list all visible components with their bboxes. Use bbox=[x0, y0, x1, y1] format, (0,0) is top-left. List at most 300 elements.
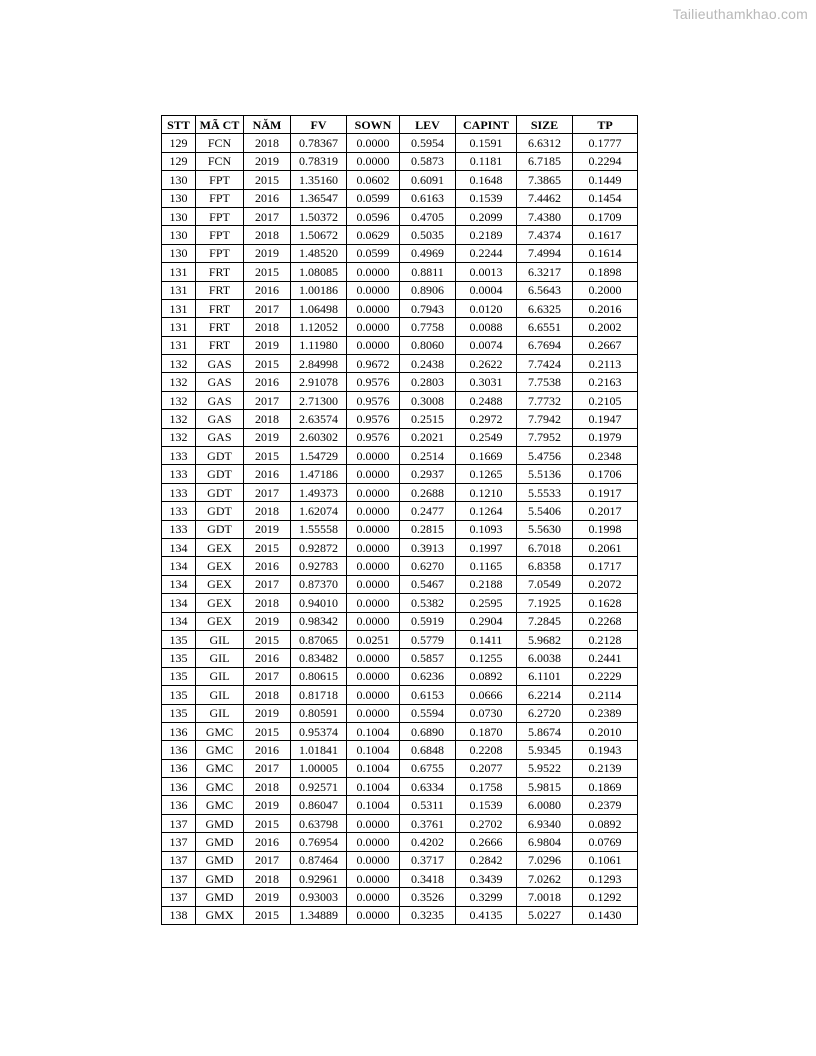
cell-fv: 0.94010 bbox=[291, 594, 347, 612]
cell-capint: 0.1870 bbox=[456, 722, 517, 740]
cell-nam: 2016 bbox=[244, 833, 291, 851]
header-size: SIZE bbox=[517, 116, 573, 134]
cell-stt: 131 bbox=[162, 281, 196, 299]
cell-tp: 0.1292 bbox=[573, 888, 638, 906]
cell-size: 6.6325 bbox=[517, 299, 573, 317]
table-row bbox=[162, 649, 638, 667]
cell-lev: 0.8906 bbox=[400, 281, 456, 299]
cell-fv: 0.93003 bbox=[291, 888, 347, 906]
cell-stt: 135 bbox=[162, 630, 196, 648]
cell-lev: 0.3235 bbox=[400, 906, 456, 924]
cell-fv: 0.92783 bbox=[291, 557, 347, 575]
cell-tp: 0.2229 bbox=[573, 667, 638, 685]
cell-tp: 0.2061 bbox=[573, 538, 638, 556]
cell-sown: 0.0000 bbox=[347, 134, 400, 152]
cell-capint: 0.2595 bbox=[456, 594, 517, 612]
cell-capint: 0.1539 bbox=[456, 796, 517, 814]
cell-stt: 131 bbox=[162, 336, 196, 354]
cell-ma-ct: GDT bbox=[196, 465, 244, 483]
cell-sown: 0.9576 bbox=[347, 373, 400, 391]
cell-stt: 129 bbox=[162, 134, 196, 152]
cell-nam: 2018 bbox=[244, 778, 291, 796]
cell-stt: 137 bbox=[162, 851, 196, 869]
cell-capint: 0.0120 bbox=[456, 299, 517, 317]
cell-fv: 1.36547 bbox=[291, 189, 347, 207]
cell-size: 7.0018 bbox=[517, 888, 573, 906]
cell-lev: 0.5035 bbox=[400, 226, 456, 244]
table-row bbox=[162, 355, 638, 373]
cell-sown: 0.1004 bbox=[347, 722, 400, 740]
table-row bbox=[162, 207, 638, 225]
cell-size: 5.8674 bbox=[517, 722, 573, 740]
cell-fv: 0.78319 bbox=[291, 152, 347, 170]
cell-fv: 0.80615 bbox=[291, 667, 347, 685]
cell-lev: 0.6848 bbox=[400, 741, 456, 759]
cell-lev: 0.6270 bbox=[400, 557, 456, 575]
cell-fv: 0.86047 bbox=[291, 796, 347, 814]
cell-nam: 2018 bbox=[244, 134, 291, 152]
cell-lev: 0.6236 bbox=[400, 667, 456, 685]
cell-nam: 2019 bbox=[244, 520, 291, 538]
cell-lev: 0.3418 bbox=[400, 870, 456, 888]
cell-ma-ct: GDT bbox=[196, 520, 244, 538]
cell-fv: 2.71300 bbox=[291, 391, 347, 409]
cell-size: 6.5643 bbox=[517, 281, 573, 299]
cell-size: 5.5533 bbox=[517, 483, 573, 501]
cell-fv: 2.63574 bbox=[291, 410, 347, 428]
cell-capint: 0.4135 bbox=[456, 906, 517, 924]
table-row bbox=[162, 814, 638, 832]
table-row bbox=[162, 778, 638, 796]
cell-capint: 0.0730 bbox=[456, 704, 517, 722]
table-row bbox=[162, 538, 638, 556]
cell-fv: 1.06498 bbox=[291, 299, 347, 317]
cell-nam: 2015 bbox=[244, 538, 291, 556]
cell-fv: 0.98342 bbox=[291, 612, 347, 630]
cell-size: 6.6312 bbox=[517, 134, 573, 152]
cell-size: 5.9345 bbox=[517, 741, 573, 759]
cell-ma-ct: GMC bbox=[196, 796, 244, 814]
cell-tp: 0.1061 bbox=[573, 851, 638, 869]
cell-capint: 0.1255 bbox=[456, 649, 517, 667]
cell-size: 6.7694 bbox=[517, 336, 573, 354]
header-tp: TP bbox=[573, 116, 638, 134]
table-row bbox=[162, 318, 638, 336]
cell-tp: 0.1869 bbox=[573, 778, 638, 796]
cell-capint: 0.2972 bbox=[456, 410, 517, 428]
cell-stt: 130 bbox=[162, 207, 196, 225]
cell-tp: 0.2379 bbox=[573, 796, 638, 814]
cell-stt: 136 bbox=[162, 796, 196, 814]
cell-lev: 0.5873 bbox=[400, 152, 456, 170]
cell-sown: 0.9576 bbox=[347, 410, 400, 428]
cell-sown: 0.0599 bbox=[347, 244, 400, 262]
cell-nam: 2015 bbox=[244, 263, 291, 281]
cell-fv: 1.35160 bbox=[291, 171, 347, 189]
cell-lev: 0.5919 bbox=[400, 612, 456, 630]
cell-ma-ct: GAS bbox=[196, 391, 244, 409]
cell-stt: 133 bbox=[162, 520, 196, 538]
cell-capint: 0.1264 bbox=[456, 502, 517, 520]
cell-sown: 0.0000 bbox=[347, 336, 400, 354]
cell-fv: 1.08085 bbox=[291, 263, 347, 281]
cell-stt: 132 bbox=[162, 373, 196, 391]
cell-ma-ct: GMD bbox=[196, 851, 244, 869]
table-row bbox=[162, 152, 638, 170]
cell-nam: 2015 bbox=[244, 171, 291, 189]
cell-capint: 0.0074 bbox=[456, 336, 517, 354]
cell-sown: 0.9672 bbox=[347, 355, 400, 373]
table-row bbox=[162, 336, 638, 354]
cell-fv: 2.60302 bbox=[291, 428, 347, 446]
cell-ma-ct: GMD bbox=[196, 833, 244, 851]
table-row bbox=[162, 722, 638, 740]
cell-size: 5.5136 bbox=[517, 465, 573, 483]
table-row bbox=[162, 299, 638, 317]
cell-fv: 1.55558 bbox=[291, 520, 347, 538]
cell-sown: 0.0000 bbox=[347, 152, 400, 170]
cell-ma-ct: GIL bbox=[196, 704, 244, 722]
cell-stt: 130 bbox=[162, 189, 196, 207]
cell-tp: 0.2163 bbox=[573, 373, 638, 391]
cell-tp: 0.2113 bbox=[573, 355, 638, 373]
table-body bbox=[162, 134, 638, 925]
cell-stt: 132 bbox=[162, 391, 196, 409]
cell-sown: 0.0000 bbox=[347, 502, 400, 520]
cell-fv: 0.76954 bbox=[291, 833, 347, 851]
table-row bbox=[162, 134, 638, 152]
cell-lev: 0.8811 bbox=[400, 263, 456, 281]
cell-stt: 132 bbox=[162, 355, 196, 373]
cell-lev: 0.6890 bbox=[400, 722, 456, 740]
cell-stt: 134 bbox=[162, 557, 196, 575]
cell-tp: 0.1449 bbox=[573, 171, 638, 189]
cell-nam: 2019 bbox=[244, 796, 291, 814]
cell-ma-ct: GMX bbox=[196, 906, 244, 924]
table-row bbox=[162, 263, 638, 281]
cell-nam: 2019 bbox=[244, 152, 291, 170]
cell-tp: 0.1947 bbox=[573, 410, 638, 428]
cell-lev: 0.2514 bbox=[400, 447, 456, 465]
cell-tp: 0.1617 bbox=[573, 226, 638, 244]
cell-stt: 135 bbox=[162, 686, 196, 704]
cell-sown: 0.0000 bbox=[347, 704, 400, 722]
data-table bbox=[161, 115, 638, 925]
cell-capint: 0.3031 bbox=[456, 373, 517, 391]
cell-nam: 2019 bbox=[244, 704, 291, 722]
cell-tp: 0.2128 bbox=[573, 630, 638, 648]
cell-tp: 0.1709 bbox=[573, 207, 638, 225]
cell-nam: 2018 bbox=[244, 870, 291, 888]
cell-capint: 0.1165 bbox=[456, 557, 517, 575]
table-row bbox=[162, 189, 638, 207]
cell-size: 6.2720 bbox=[517, 704, 573, 722]
header-ma-ct: MÃ CT bbox=[196, 116, 244, 134]
cell-stt: 136 bbox=[162, 722, 196, 740]
cell-tp: 0.1979 bbox=[573, 428, 638, 446]
cell-ma-ct: GIL bbox=[196, 686, 244, 704]
cell-sown: 0.0629 bbox=[347, 226, 400, 244]
cell-sown: 0.0000 bbox=[347, 557, 400, 575]
cell-nam: 2018 bbox=[244, 318, 291, 336]
cell-size: 6.8358 bbox=[517, 557, 573, 575]
cell-nam: 2017 bbox=[244, 391, 291, 409]
cell-nam: 2018 bbox=[244, 594, 291, 612]
cell-fv: 2.84998 bbox=[291, 355, 347, 373]
cell-stt: 135 bbox=[162, 667, 196, 685]
cell-sown: 0.0000 bbox=[347, 465, 400, 483]
table-row bbox=[162, 833, 638, 851]
cell-tp: 0.2010 bbox=[573, 722, 638, 740]
cell-ma-ct: GDT bbox=[196, 502, 244, 520]
cell-nam: 2016 bbox=[244, 281, 291, 299]
cell-tp: 0.1898 bbox=[573, 263, 638, 281]
cell-sown: 0.0000 bbox=[347, 870, 400, 888]
cell-tp: 0.1454 bbox=[573, 189, 638, 207]
cell-capint: 0.1648 bbox=[456, 171, 517, 189]
cell-ma-ct: FPT bbox=[196, 226, 244, 244]
cell-capint: 0.1181 bbox=[456, 152, 517, 170]
cell-ma-ct: FRT bbox=[196, 281, 244, 299]
cell-size: 5.9682 bbox=[517, 630, 573, 648]
cell-ma-ct: FCN bbox=[196, 152, 244, 170]
watermark-text: Tailieuthamkhao.com bbox=[672, 6, 808, 22]
cell-nam: 2015 bbox=[244, 814, 291, 832]
cell-nam: 2015 bbox=[244, 355, 291, 373]
cell-lev: 0.7758 bbox=[400, 318, 456, 336]
cell-tp: 0.2017 bbox=[573, 502, 638, 520]
table-row bbox=[162, 520, 638, 538]
cell-fv: 1.47186 bbox=[291, 465, 347, 483]
cell-fv: 0.87370 bbox=[291, 575, 347, 593]
table-row bbox=[162, 447, 638, 465]
cell-ma-ct: GEX bbox=[196, 594, 244, 612]
cell-ma-ct: GMC bbox=[196, 722, 244, 740]
cell-size: 7.7538 bbox=[517, 373, 573, 391]
cell-fv: 1.50672 bbox=[291, 226, 347, 244]
cell-capint: 0.0892 bbox=[456, 667, 517, 685]
cell-nam: 2016 bbox=[244, 557, 291, 575]
cell-lev: 0.2815 bbox=[400, 520, 456, 538]
cell-sown: 0.0599 bbox=[347, 189, 400, 207]
cell-capint: 0.1539 bbox=[456, 189, 517, 207]
cell-nam: 2016 bbox=[244, 649, 291, 667]
table-row bbox=[162, 226, 638, 244]
cell-size: 7.4994 bbox=[517, 244, 573, 262]
cell-ma-ct: GEX bbox=[196, 538, 244, 556]
cell-sown: 0.0000 bbox=[347, 612, 400, 630]
cell-capint: 0.2488 bbox=[456, 391, 517, 409]
cell-stt: 137 bbox=[162, 888, 196, 906]
cell-lev: 0.2803 bbox=[400, 373, 456, 391]
cell-sown: 0.0000 bbox=[347, 851, 400, 869]
table-header-row bbox=[162, 116, 638, 134]
cell-nam: 2015 bbox=[244, 447, 291, 465]
cell-nam: 2016 bbox=[244, 373, 291, 391]
cell-size: 7.4374 bbox=[517, 226, 573, 244]
cell-fv: 1.00186 bbox=[291, 281, 347, 299]
cell-size: 7.2845 bbox=[517, 612, 573, 630]
cell-tp: 0.2072 bbox=[573, 575, 638, 593]
cell-fv: 1.50372 bbox=[291, 207, 347, 225]
cell-fv: 0.80591 bbox=[291, 704, 347, 722]
cell-size: 6.7185 bbox=[517, 152, 573, 170]
cell-ma-ct: GMD bbox=[196, 814, 244, 832]
cell-size: 6.9340 bbox=[517, 814, 573, 832]
header-sown: SOWN bbox=[347, 116, 400, 134]
cell-tp: 0.1777 bbox=[573, 134, 638, 152]
cell-stt: 133 bbox=[162, 502, 196, 520]
cell-tp: 0.1614 bbox=[573, 244, 638, 262]
cell-ma-ct: GAS bbox=[196, 373, 244, 391]
header-capint: CAPINT bbox=[456, 116, 517, 134]
cell-stt: 134 bbox=[162, 594, 196, 612]
cell-tp: 0.1943 bbox=[573, 741, 638, 759]
cell-capint: 0.2904 bbox=[456, 612, 517, 630]
cell-sown: 0.0000 bbox=[347, 447, 400, 465]
cell-nam: 2019 bbox=[244, 336, 291, 354]
cell-size: 6.2214 bbox=[517, 686, 573, 704]
cell-capint: 0.1093 bbox=[456, 520, 517, 538]
cell-sown: 0.0251 bbox=[347, 630, 400, 648]
cell-size: 6.3217 bbox=[517, 263, 573, 281]
cell-fv: 0.78367 bbox=[291, 134, 347, 152]
table-row bbox=[162, 906, 638, 924]
cell-fv: 1.48520 bbox=[291, 244, 347, 262]
cell-sown: 0.0602 bbox=[347, 171, 400, 189]
table-row bbox=[162, 704, 638, 722]
cell-tp: 0.2002 bbox=[573, 318, 638, 336]
cell-ma-ct: GAS bbox=[196, 410, 244, 428]
cell-nam: 2016 bbox=[244, 189, 291, 207]
cell-nam: 2019 bbox=[244, 244, 291, 262]
cell-sown: 0.9576 bbox=[347, 391, 400, 409]
cell-tp: 0.0892 bbox=[573, 814, 638, 832]
cell-nam: 2017 bbox=[244, 575, 291, 593]
cell-sown: 0.0000 bbox=[347, 299, 400, 317]
cell-stt: 137 bbox=[162, 870, 196, 888]
cell-stt: 135 bbox=[162, 704, 196, 722]
cell-capint: 0.1758 bbox=[456, 778, 517, 796]
cell-sown: 0.0000 bbox=[347, 649, 400, 667]
table-row bbox=[162, 428, 638, 446]
cell-ma-ct: FPT bbox=[196, 171, 244, 189]
cell-stt: 131 bbox=[162, 299, 196, 317]
cell-tp: 0.2016 bbox=[573, 299, 638, 317]
cell-nam: 2018 bbox=[244, 410, 291, 428]
cell-nam: 2018 bbox=[244, 686, 291, 704]
cell-ma-ct: FCN bbox=[196, 134, 244, 152]
cell-capint: 0.0666 bbox=[456, 686, 517, 704]
cell-stt: 137 bbox=[162, 814, 196, 832]
cell-fv: 1.62074 bbox=[291, 502, 347, 520]
cell-capint: 0.1265 bbox=[456, 465, 517, 483]
cell-ma-ct: GMC bbox=[196, 778, 244, 796]
cell-nam: 2019 bbox=[244, 888, 291, 906]
cell-capint: 0.2702 bbox=[456, 814, 517, 832]
cell-size: 7.3865 bbox=[517, 171, 573, 189]
cell-nam: 2019 bbox=[244, 428, 291, 446]
cell-tp: 0.2268 bbox=[573, 612, 638, 630]
cell-fv: 1.11980 bbox=[291, 336, 347, 354]
cell-capint: 0.2077 bbox=[456, 759, 517, 777]
cell-sown: 0.1004 bbox=[347, 741, 400, 759]
cell-capint: 0.2666 bbox=[456, 833, 517, 851]
cell-nam: 2017 bbox=[244, 667, 291, 685]
cell-tp: 0.2139 bbox=[573, 759, 638, 777]
cell-lev: 0.5954 bbox=[400, 134, 456, 152]
cell-lev: 0.4202 bbox=[400, 833, 456, 851]
cell-sown: 0.0000 bbox=[347, 888, 400, 906]
cell-capint: 0.1210 bbox=[456, 483, 517, 501]
cell-stt: 136 bbox=[162, 778, 196, 796]
table-row bbox=[162, 373, 638, 391]
cell-lev: 0.5594 bbox=[400, 704, 456, 722]
table-row bbox=[162, 667, 638, 685]
cell-capint: 0.2189 bbox=[456, 226, 517, 244]
cell-size: 7.7942 bbox=[517, 410, 573, 428]
cell-tp: 0.2114 bbox=[573, 686, 638, 704]
cell-lev: 0.8060 bbox=[400, 336, 456, 354]
cell-stt: 136 bbox=[162, 741, 196, 759]
cell-size: 6.6551 bbox=[517, 318, 573, 336]
cell-ma-ct: GAS bbox=[196, 428, 244, 446]
table-row bbox=[162, 630, 638, 648]
cell-ma-ct: GMC bbox=[196, 759, 244, 777]
cell-stt: 129 bbox=[162, 152, 196, 170]
cell-stt: 135 bbox=[162, 649, 196, 667]
cell-stt: 138 bbox=[162, 906, 196, 924]
cell-nam: 2018 bbox=[244, 226, 291, 244]
table-row bbox=[162, 557, 638, 575]
cell-capint: 0.2622 bbox=[456, 355, 517, 373]
table-row bbox=[162, 612, 638, 630]
cell-lev: 0.5467 bbox=[400, 575, 456, 593]
cell-ma-ct: FRT bbox=[196, 336, 244, 354]
cell-size: 7.7424 bbox=[517, 355, 573, 373]
cell-tp: 0.1628 bbox=[573, 594, 638, 612]
cell-lev: 0.6153 bbox=[400, 686, 456, 704]
cell-capint: 0.2099 bbox=[456, 207, 517, 225]
cell-nam: 2019 bbox=[244, 612, 291, 630]
cell-stt: 133 bbox=[162, 483, 196, 501]
cell-lev: 0.5857 bbox=[400, 649, 456, 667]
cell-capint: 0.1669 bbox=[456, 447, 517, 465]
table-row bbox=[162, 851, 638, 869]
cell-ma-ct: FRT bbox=[196, 263, 244, 281]
cell-tp: 0.2294 bbox=[573, 152, 638, 170]
cell-ma-ct: FRT bbox=[196, 299, 244, 317]
cell-lev: 0.5382 bbox=[400, 594, 456, 612]
header-lev: LEV bbox=[400, 116, 456, 134]
cell-nam: 2015 bbox=[244, 906, 291, 924]
cell-size: 7.0262 bbox=[517, 870, 573, 888]
cell-ma-ct: GDT bbox=[196, 483, 244, 501]
cell-lev: 0.2515 bbox=[400, 410, 456, 428]
cell-capint: 0.2549 bbox=[456, 428, 517, 446]
cell-tp: 0.2441 bbox=[573, 649, 638, 667]
header-stt: STT bbox=[162, 116, 196, 134]
cell-size: 7.4462 bbox=[517, 189, 573, 207]
cell-stt: 134 bbox=[162, 612, 196, 630]
table-row bbox=[162, 502, 638, 520]
cell-size: 7.4380 bbox=[517, 207, 573, 225]
cell-sown: 0.0000 bbox=[347, 906, 400, 924]
cell-sown: 0.0000 bbox=[347, 594, 400, 612]
cell-fv: 1.54729 bbox=[291, 447, 347, 465]
cell-sown: 0.0000 bbox=[347, 520, 400, 538]
cell-lev: 0.2438 bbox=[400, 355, 456, 373]
